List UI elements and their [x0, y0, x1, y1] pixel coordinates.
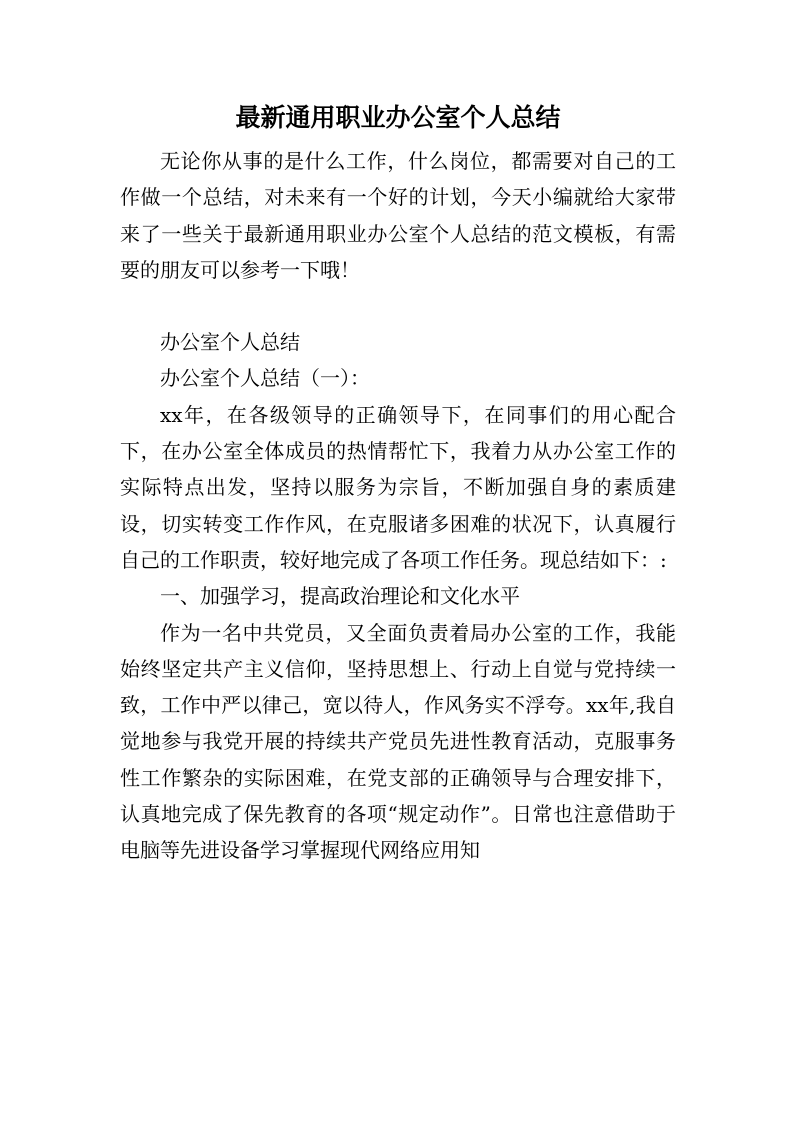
section-heading: 办公室个人总结 — [160, 330, 300, 355]
intro-paragraph: 无论你从事的是什么工作，什么岗位，都需要对自己的工作做一个总结，对未来有一个好的计划，今天小编就给大家带来了一些关于最新通用职业办公室个人总结的范文模板，有需要的朋友可以参考一下哦！ — [120, 149, 676, 282]
document-page — [120, 96, 676, 869]
body-paragraph-1: xx年，在各级领导的正确领导下，在同事们的用心配合下，在办公室全体成员的热情帮忙下，我着力从办公室工作的实际特点出发，坚持以服务为宗旨，不断加强自身的素质建设，切实转变工作作风，在克服诸多困难的状况下，认真履行自己的工作职责，较好地完成了各项工作任务。现总结如下：: — [120, 402, 676, 572]
document-title: 最新通用职业办公室个人总结 — [235, 103, 561, 132]
section-subheading: 办公室个人总结（一）： — [160, 366, 370, 391]
paragraph-spacer — [120, 288, 676, 324]
body-paragraph-2: 作为一名中共党员，又全面负责着局办公室的工作，我能始终坚定共产主义信仰，坚持思想上、行动上自觉与党持续一致，工作中严以律己，宽以待人，作风务实不浮夸。xx年,我自觉地参与我党开展的持续共产党员先进性教育活动，克服事务性工作繁杂的实际困难，在党支部的正确领导与合理安排下，认真地完成了保先教育的各项“规定动作”。日常也注意借助于电脑等先进设备学习掌握现代网络应用知 — [120, 620, 676, 863]
section-1-heading: 一、加强学习，提高政治理论和文化水平 — [160, 584, 520, 609]
